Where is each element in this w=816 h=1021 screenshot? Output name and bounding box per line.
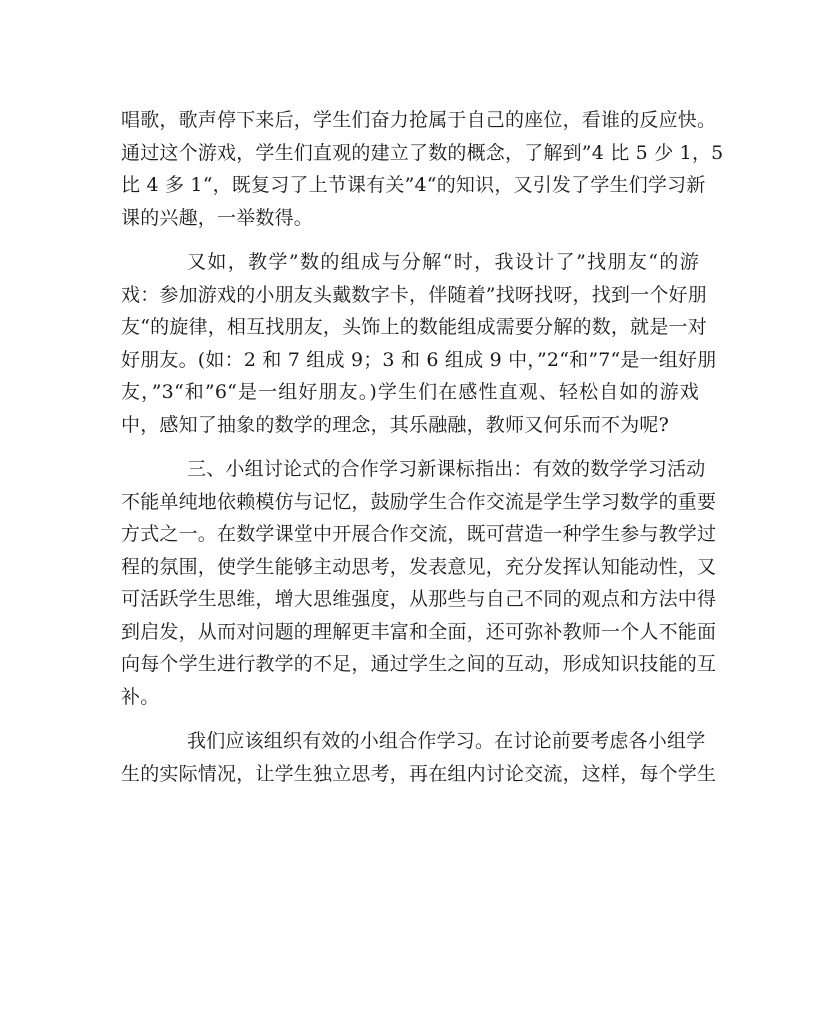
text-line: 课的兴趣，一举数得。 (121, 206, 314, 229)
text-line: 又如，教学”数的组成与分解“时，我设计了”找朋友“的游 (187, 251, 699, 273)
text-line: 程的氛围，使学生能够主动思考，发表意见，充分发挥认知能动性，又 (121, 555, 717, 578)
paragraph-4 (121, 725, 717, 790)
text-line: 向每个学生进行教学的不足，通过学生之间的互动，形成知识技能的互 (121, 653, 717, 675)
paragraph-spacer (121, 234, 699, 246)
paragraph-spacer (121, 713, 699, 725)
text-line: 好朋友。(如：2 和 7 组成 9；3 和 6 组成 9 中，”2“和”7“是一组好朋 (121, 348, 717, 371)
text-line: 友“的旋律，相互找朋友，头饰上的数能组成需要分解的数，就是一对 (121, 316, 707, 338)
text-line: 戏：参加游戏的小朋友头戴数字卡，伴随着”找呀找呀，找到一个好朋 (121, 283, 707, 306)
text-line: 三、小组讨论式的合作学习新课标指出：有效的数学学习活动 (187, 458, 706, 480)
paragraph-3 (121, 453, 717, 713)
text-line: 不能单纯地依赖模仿与记忆，鼓励学生合作交流是学生学习数学的重要 (121, 490, 717, 513)
text-line: 通过这个游戏，学生们直观的建立了数的概念，了解到”4 比 5 少 1，5 (121, 141, 724, 164)
text-line: 方式之一。在数学课堂中开展合作交流，既可营造一种学生参与教学过 (121, 523, 717, 545)
text-line: 唱歌，歌声停下来后，学生们奋力抢属于自己的座位，看谁的反应快。 (121, 109, 717, 131)
paragraph-2 (121, 246, 717, 441)
text-line: 友，”3“和”6“是一组好朋友。)学生们在感性直观、轻松自如的游戏 (121, 381, 699, 403)
text-line: 补。 (121, 685, 160, 708)
text-line: 我们应该组织有效的小组合作学习。在讨论前要考虑各小组学 (187, 730, 706, 752)
document-body (121, 104, 724, 790)
paragraph-1 (121, 104, 724, 234)
text-line: 到启发，从而对问题的理解更丰富和全面，还可弥补教师一个人不能面 (121, 620, 717, 643)
text-line: 可活跃学生思维，增大思维强度，从那些与自己不同的观点和方法中得 (121, 588, 717, 610)
text-line: 中，感知了抽象的数学的理念，其乐融融，教师又何乐而不为呢? (121, 413, 669, 436)
text-line: 生的实际情况，让学生独立思考，再在组内讨论交流，这样，每个学生 (121, 762, 717, 785)
text-line: 比 4 多 1“，既复习了上节课有关”4“的知识，又引发了学生们学习新 (121, 174, 706, 196)
paragraph-spacer (121, 441, 699, 453)
